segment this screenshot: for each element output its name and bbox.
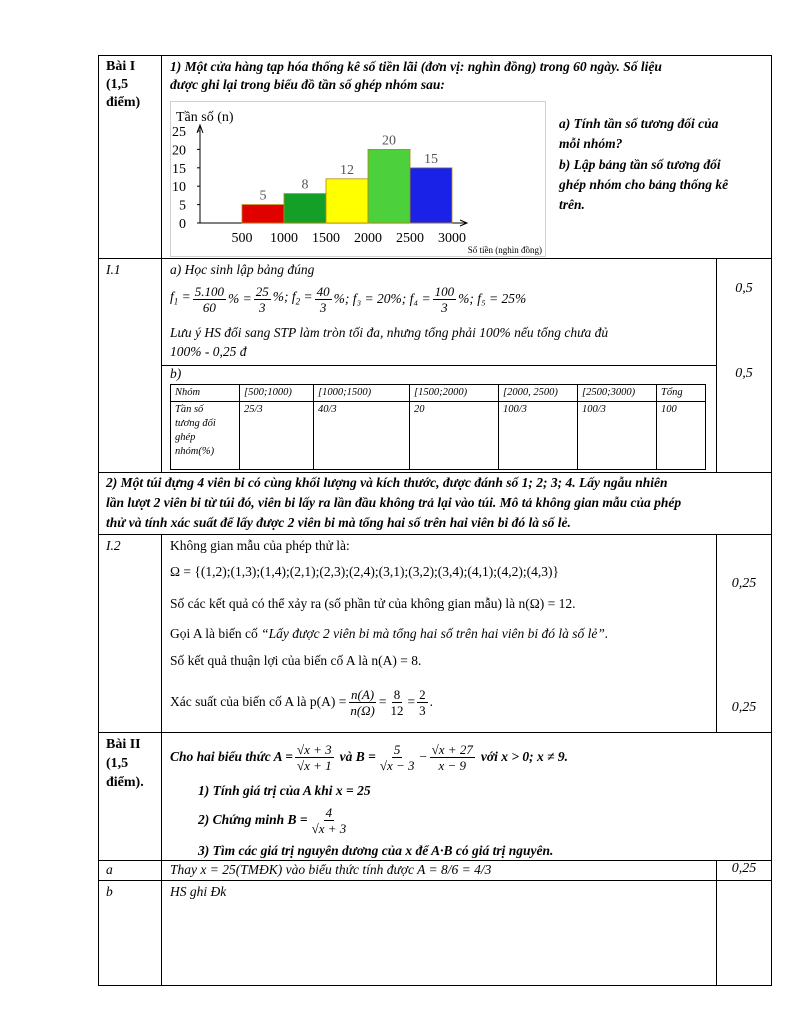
i2-line5: Số kết quả thuận lợi của biến cố A là n(A) = 8.	[170, 653, 422, 668]
histogram-bar	[410, 168, 452, 223]
bai2-task2: 2) Chứng minh B = $\frac{4}{√x + 3}$	[198, 804, 347, 836]
y-tick-label: 15	[172, 161, 186, 177]
table-cell: 100/3	[578, 402, 657, 470]
i1-frequency-formula: $f_1$ = $\frac{5.100}{60}$ % = $\frac{25}{3}$ %; $f_2$ = $\frac{40}{3}$ %; f₃ = 20%; f₄ = $\frac{100}{3}$ %; f₅ = 25%	[170, 283, 527, 315]
side-task-b-line3: trên.	[559, 197, 585, 212]
table-cell: 100	[657, 402, 706, 470]
bai2-task1: 1) Tính giá trị của A khi x = 25	[198, 783, 371, 798]
histogram-bar	[284, 194, 326, 223]
table-cell: 25/3	[240, 402, 314, 470]
q2-line3: thử và tính xác suất để lấy được 2 viên bi mà tổng hai số trên hai viên bi đó là số lẻ.	[106, 515, 571, 530]
i1-score-b: 0,5	[735, 366, 753, 381]
bar-data-label: 20	[382, 133, 396, 149]
q2-line2: lần lượt 2 viên bi từ túi đó, viên bi lấy ra lần đầu không trả lại vào túi. Mô tả không gian mẫu của phép	[106, 495, 682, 510]
bai1-question-line2: được ghi lại trong biểu đồ tần số ghép nhóm sau:	[170, 77, 445, 92]
histogram-chart	[170, 101, 546, 257]
histogram-svg	[170, 101, 546, 257]
table-row	[171, 402, 706, 470]
side-task-b-line2: ghép nhóm cho bảng thống kê	[559, 177, 729, 192]
y-axis-label: Tần số (n)	[176, 110, 234, 125]
row-b-text: HS ghi Đk	[170, 884, 227, 899]
bai2-task3: 3) Tìm các giá trị nguyên dương của x để A·B có giá trị nguyên.	[198, 843, 554, 858]
x-tick-label: 1000	[270, 231, 298, 246]
bar-data-label: 12	[340, 162, 354, 178]
y-tick-label: 20	[172, 143, 186, 159]
relative-frequency-table	[170, 384, 706, 470]
side-task-a-line1: a) Tính tần số tương đối của	[559, 116, 719, 131]
i2-line4: Gọi A là biến cố “Lấy được 2 viên bi mà tổng hai số trên hai viên bi đó là số lẻ”.	[170, 626, 609, 641]
x-tick-label: 2500	[396, 231, 424, 246]
bai1-label: Bài I (1,5 điểm)	[106, 59, 141, 110]
i2-score-1: 0,25	[731, 576, 757, 591]
i2-sample-space: Ω = {(1,2);(1,3);(1,4);(2,1);(2,3);(2,4);(3,1);(3,2);(3,4);(4,1);(4,2);(4,3)}	[170, 564, 560, 579]
y-tick-label: 25	[172, 125, 186, 140]
bar-data-label: 8	[301, 177, 309, 193]
side-task-a-line2: mỗi nhóm?	[559, 136, 623, 151]
table-cell: 100/3	[499, 402, 578, 470]
table-cell: Nhóm	[171, 385, 240, 402]
histogram-bar	[242, 205, 284, 223]
i2-probability-formula: Xác suất của biến cố A là p(A) = $\frac{n(A)}{n(\Omega)}$ = $\frac{8}{12}$ = $\frac{2}{3}$ .	[170, 686, 433, 718]
table-header-row	[171, 385, 706, 402]
bai2-intro: Cho hai biểu thức A = $\frac{√x + 3}{√x + 1}$ và B = $\frac{5}{√x - 3}$ − $\frac{√x + 27}{x - 9}$ với x > 0; x ≠ 9.	[170, 741, 569, 773]
table-cell: 20	[410, 402, 499, 470]
i2-line1: Không gian mẫu của phép thử là:	[170, 538, 350, 553]
y-tick-label: 0	[179, 217, 186, 232]
row-a-text: Thay x = 25(TMĐK) vào biểu thức tính được A = 8/6 = 4/3	[170, 862, 492, 877]
i1-label: I.1	[106, 262, 121, 277]
x-tick-label: 3000	[438, 231, 466, 246]
bar-data-label: 15	[424, 151, 438, 167]
side-task-b-line1: b) Lập bảng tần số tương đối	[559, 157, 721, 172]
row-a-label: a	[106, 862, 113, 877]
table-row-label: Tần số tương đối ghép nhóm(%)	[171, 402, 240, 470]
row-a-score: 0,25	[731, 861, 757, 876]
row-b-label: b	[106, 884, 113, 899]
table-cell: [2500;3000)	[578, 385, 657, 402]
table-cell: [2000, 2500)	[499, 385, 578, 402]
histogram-bar	[326, 179, 368, 223]
i1-a-line: a) Học sinh lập bảng đúng	[170, 262, 315, 277]
table-cell: Tổng	[657, 385, 706, 402]
q2-line1: 2) Một túi đựng 4 viên bi có cùng khối lượng và kích thước, được đánh số 1; 2; 3; 4. Lấy ngẫu nhiên	[106, 475, 668, 490]
table-cell: [1500;2000)	[410, 385, 499, 402]
x-tick-label: 500	[231, 231, 253, 246]
x-axis-label: Số tiền (nghìn đồng)	[467, 245, 542, 255]
i2-line3: Số các kết quả có thể xảy ra (số phần tử của không gian mẫu) là n(Ω) = 12.	[170, 596, 576, 611]
table-cell: 40/3	[314, 402, 410, 470]
x-tick-label: 2000	[354, 231, 382, 246]
bai2-label: Bài II (1,5 điểm).	[106, 737, 144, 790]
table-cell: [500;1000)	[240, 385, 314, 402]
x-tick-label: 1500	[312, 231, 340, 246]
i1-score-a: 0,5	[735, 281, 753, 296]
i1-note-line1: Lưu ý HS đổi sang STP làm tròn tối đa, nhưng tổng phải 100% nếu tổng chưa đủ	[170, 325, 609, 340]
histogram-bar	[368, 149, 410, 223]
i2-score-2: 0,25	[731, 700, 757, 715]
y-tick-label: 5	[179, 198, 186, 214]
i1-b-label: b)	[170, 366, 182, 381]
i2-label: I.2	[106, 538, 121, 553]
table-cell: [1000;1500)	[314, 385, 410, 402]
y-tick-label: 10	[172, 180, 186, 196]
i1-note-line2: 100% - 0,25 đ	[170, 344, 247, 359]
bai1-question-line1: 1) Một cửa hàng tạp hóa thống kê số tiền lãi (đơn vị: nghìn đồng) trong 60 ngày. Số liệu	[170, 59, 662, 74]
bar-data-label: 5	[259, 188, 267, 204]
